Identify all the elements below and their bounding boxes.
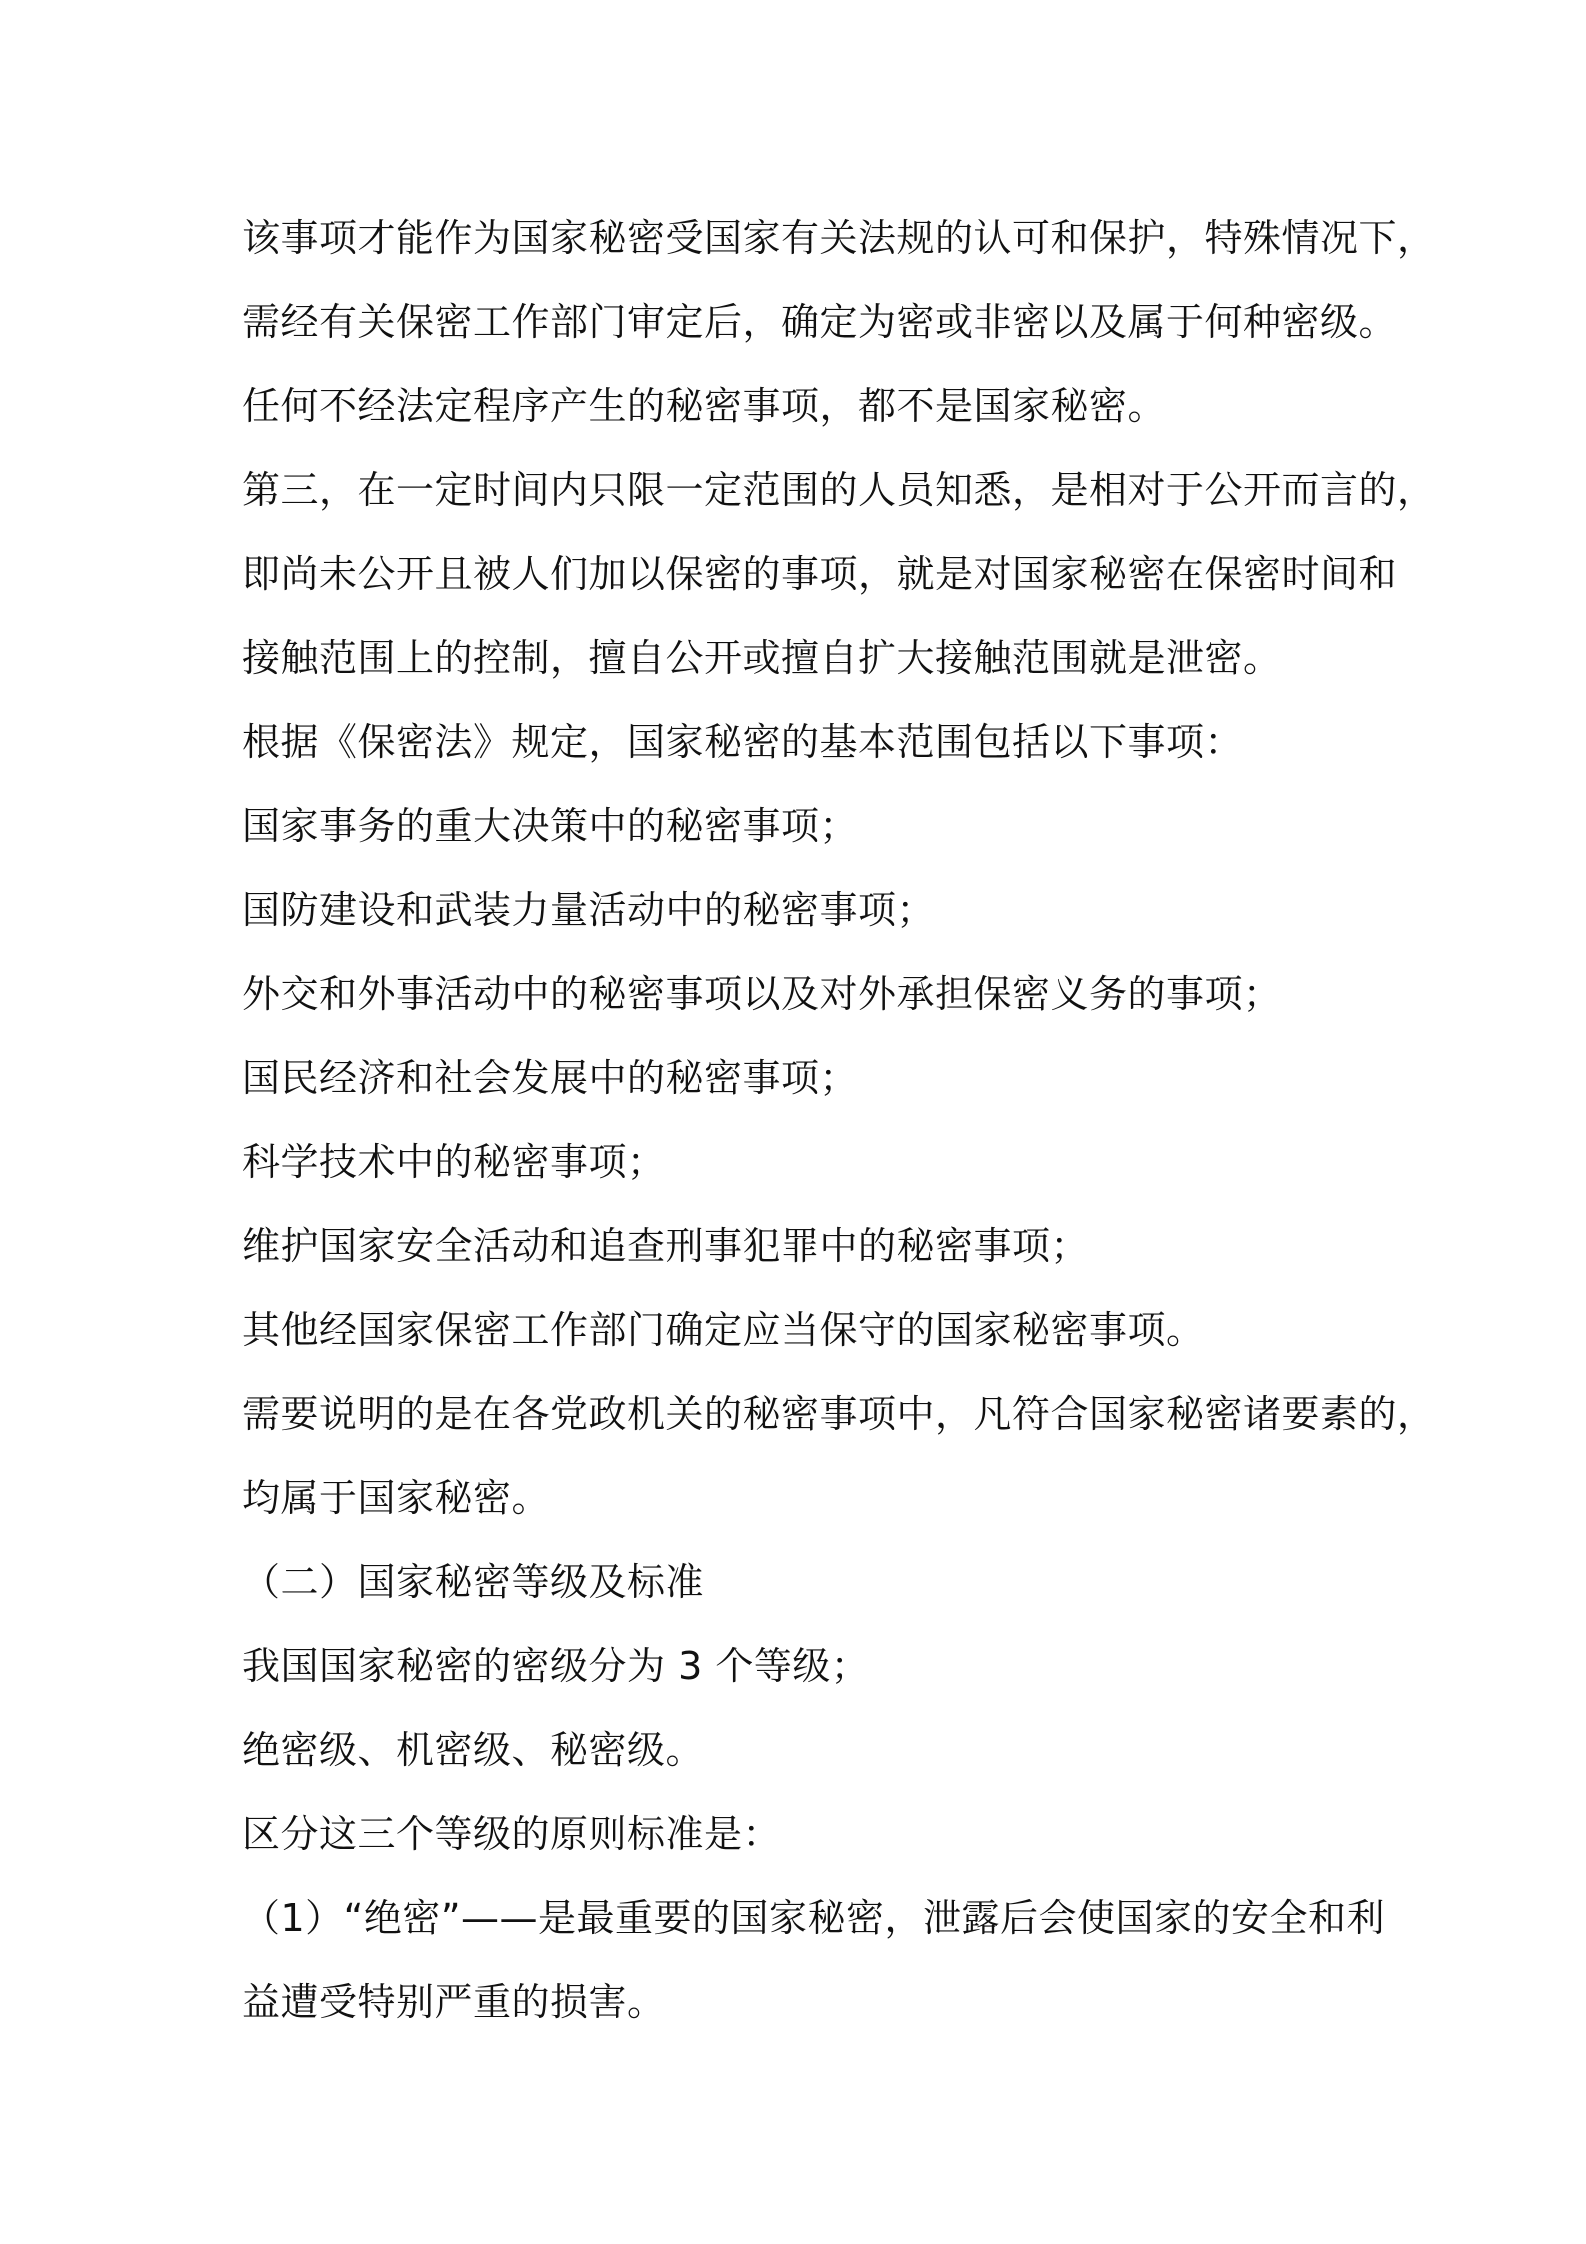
list-item: 其他经国家保密工作部门确定应当保守的国家秘密事项。	[242, 1308, 1205, 1352]
list-item: 国家事务的重大决策中的秘密事项；	[242, 804, 859, 848]
text-line: （1）“绝密”——是最重要的国家秘密，泄露后会使国家的安全和利	[242, 1896, 1386, 1940]
text-line: 即尚未公开且被人们加以保密的事项，就是对国家秘密在保密时间和	[242, 552, 1398, 596]
text-line: 均属于国家秘密。	[242, 1476, 551, 1520]
list-item: 外交和外事活动中的秘密事项以及对外承担保密义务的事项；	[242, 972, 1282, 1016]
text-line: 需要说明的是在各党政机关的秘密事项中，凡符合国家秘密诸要素的，	[242, 1392, 1436, 1436]
text-line: 根据《保密法》规定，国家秘密的基本范围包括以下事项：	[242, 720, 1244, 764]
section-heading: （二）国家秘密等级及标准	[242, 1560, 705, 1604]
text-line: 区分这三个等级的原则标准是：	[242, 1812, 782, 1856]
text-line: 接触范围上的控制，擅自公开或擅自扩大接触范围就是泄密。	[242, 636, 1282, 680]
text-line: 第三，在一定时间内只限一定范围的人员知悉，是相对于公开而言的，	[242, 468, 1436, 512]
list-item: 科学技术中的秘密事项；	[242, 1140, 666, 1184]
text-line: 我国国家秘密的密级分为 3 个等级；	[242, 1644, 870, 1688]
document-body	[242, 196, 1436, 2044]
text-line: 任何不经法定程序产生的秘密事项，都不是国家秘密。	[242, 384, 1167, 428]
text-line: 绝密级、机密级、秘密级。	[242, 1728, 705, 1772]
text-line: 需经有关保密工作部门审定后，确定为密或非密以及属于何种密级。	[242, 300, 1398, 344]
text-line: 该事项才能作为国家秘密受国家有关法规的认可和保护，特殊情况下，	[242, 216, 1436, 260]
text-line: 益遭受特别严重的损害。	[242, 1980, 666, 2024]
list-item: 国防建设和武装力量活动中的秘密事项；	[242, 888, 936, 932]
list-item: 国民经济和社会发展中的秘密事项；	[242, 1056, 859, 1100]
list-item: 维护国家安全活动和追查刑事犯罪中的秘密事项；	[242, 1224, 1090, 1268]
